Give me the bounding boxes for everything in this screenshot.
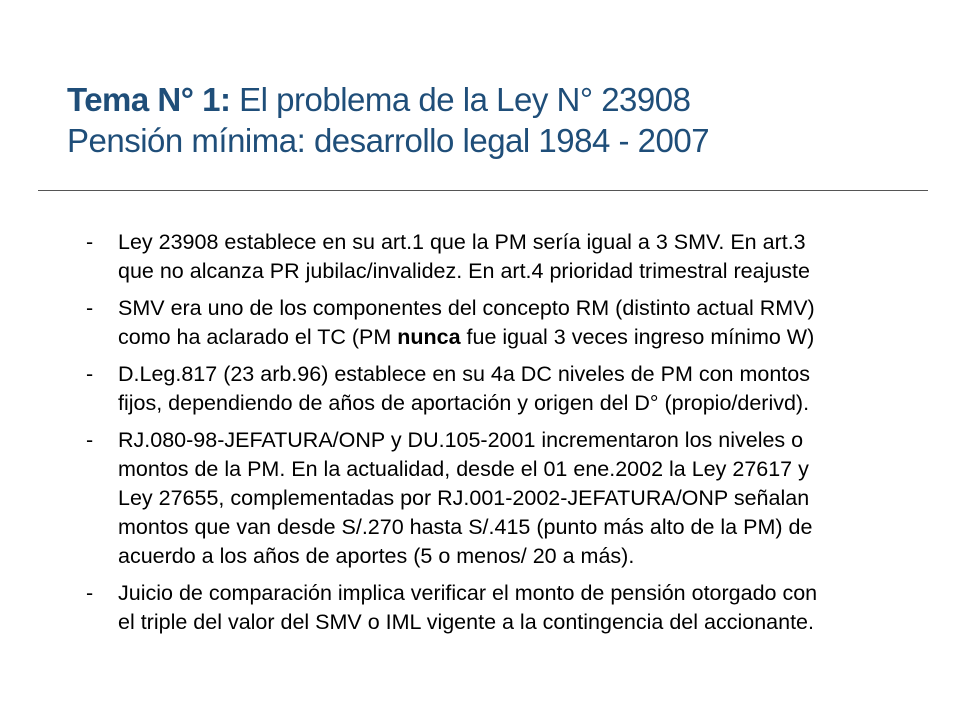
bullet-4-line-4: montos que van desde S/.270 hasta S/.415 (punto más alto de la PM) de (118, 515, 813, 539)
bullet-3-line-1: D.Leg.817 (23 arb.96) establece en su 4a DC niveles de PM con montos (118, 362, 810, 386)
bullet-item-5 (86, 579, 916, 637)
bullet-marker: - (86, 362, 94, 386)
bullet-4-line-3: Ley 27655, complementadas por RJ.001-2002-JEFATURA/ONP señalan (118, 486, 810, 510)
slide-title (67, 79, 927, 161)
bullet-marker: - (86, 296, 94, 320)
bullet-1-line-2: que no alcanza PR jubilac/invalidez. En art.4 prioridad trimestral reajuste (118, 259, 810, 283)
bullet-2-text-b: fue igual 3 veces ingreso mínimo W) (460, 325, 815, 349)
bullet-item-1 (86, 228, 916, 286)
bullet-marker: - (86, 581, 94, 605)
bullet-item-3 (86, 360, 916, 418)
bullet-5-line-2: el triple del valor del SMV o IML vigente a la contingencia del accionante. (118, 610, 814, 634)
bullet-4-line-5: acuerdo a los años de aportes (5 o menos/ 20 a más). (118, 544, 635, 568)
title-divider (38, 190, 928, 191)
title-line1-text: El problema de la Ley N° 23908 (230, 81, 691, 118)
title-line-2: Pensión mínima: desarrollo legal 1984 - 2007 (67, 122, 710, 159)
bullet-2-line-1: SMV era uno de los componentes del concepto RM (distinto actual RMV) (118, 296, 815, 320)
bullet-marker: - (86, 428, 94, 452)
bullet-marker: - (86, 230, 94, 254)
bullet-4-line-1: RJ.080-98-JEFATURA/ONP y DU.105-2001 incrementaron los niveles o (118, 428, 804, 452)
bullet-item-4 (86, 426, 916, 571)
bullet-2-line-2 (118, 323, 916, 352)
bullet-2-emphasis: nunca (397, 325, 461, 349)
bullet-4-line-2: montos de la PM. En la actualidad, desde el 01 ene.2002 la Ley 27617 y (118, 457, 809, 481)
bullet-5-line-1: Juicio de comparación implica verificar el monto de pensión otorgado con (118, 581, 818, 605)
bullet-3-line-2: fijos, dependiendo de años de aportación y origen del D° (propio/derivd). (118, 391, 810, 415)
bullet-2-text-a: como ha aclarado el TC (PM (118, 325, 398, 349)
title-line-1 (67, 79, 927, 120)
bullet-item-2 (86, 294, 916, 352)
bullet-1-line-1: Ley 23908 establece en su art.1 que la PM sería igual a 3 SMV. En art.3 (118, 230, 806, 254)
bullet-list (86, 228, 916, 645)
title-prefix: Tema N° 1: (67, 81, 231, 118)
